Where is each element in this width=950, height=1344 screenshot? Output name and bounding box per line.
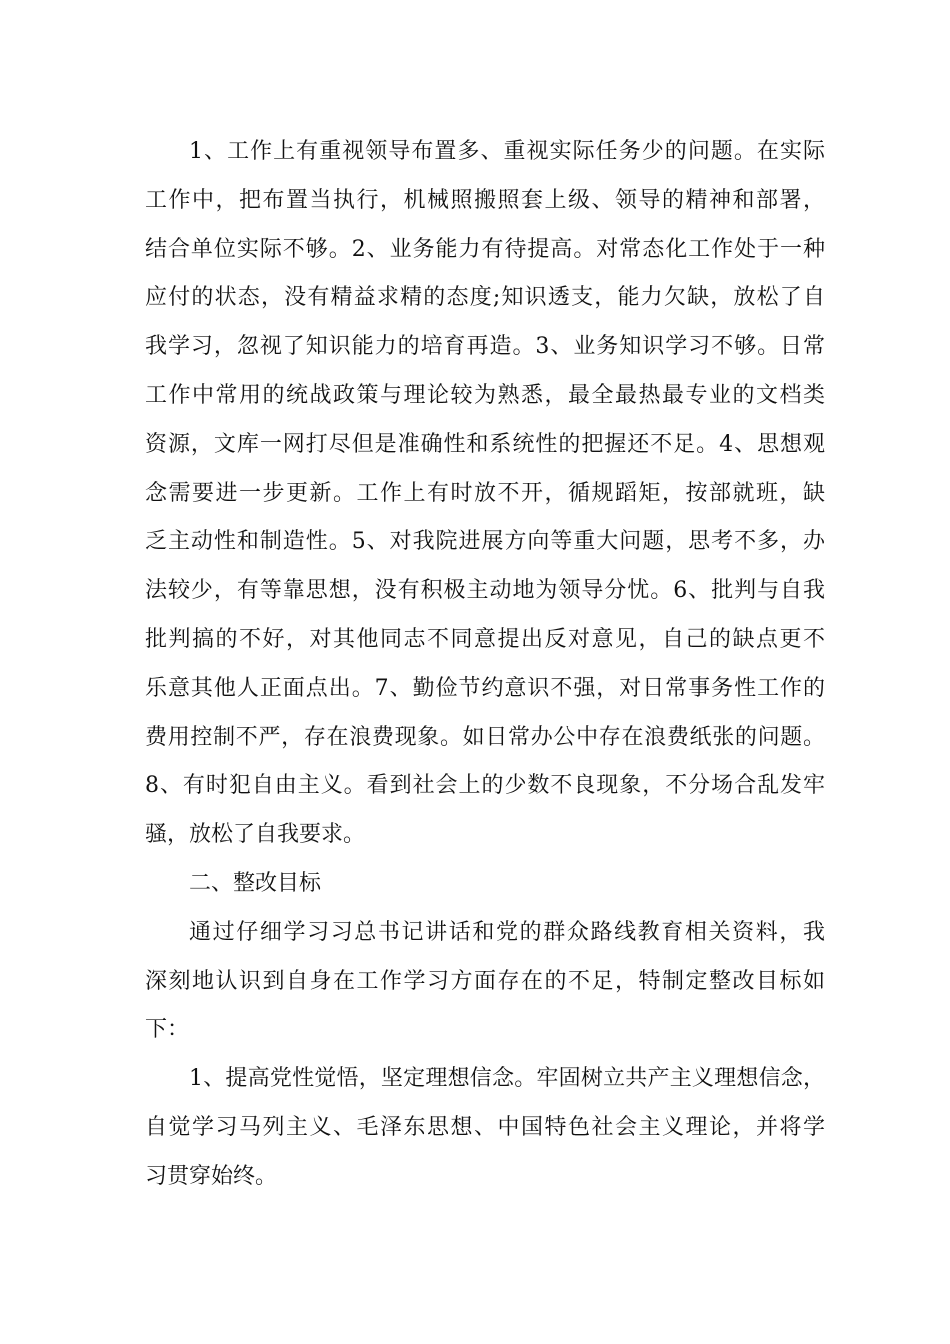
text-line: 应付的状态，没有精益求精的态度;知识透支，能力欠缺，放松了自 — [145, 285, 825, 311]
text-line: 费用控制不严，存在浪费现象。如日常办公中存在浪费纸张的问题。 — [145, 724, 825, 750]
text-line: 乐意其他人正面点出。7、勤俭节约意识不强，对日常事务性工作的 — [145, 675, 825, 701]
text-line: 二、整改目标 — [189, 870, 322, 896]
text-line: 1、提高党性觉悟，坚定理想信念。牢固树立共产主义理想信念， — [189, 1066, 825, 1092]
text-line: 法较少，有等靠思想，没有积极主动地为领导分忧。6、批判与自我 — [145, 578, 825, 604]
text-line: 工作中常用的统战政策与理论较为熟悉，最全最热最专业的文档类 — [145, 382, 825, 408]
text-line: 批判搞的不好，对其他同志不同意提出反对意见，自己的缺点更不 — [145, 626, 825, 652]
text-line: 通过仔细学习习总书记讲话和党的群众路线教育相关资料，我 — [189, 919, 825, 945]
text-line: 8、有时犯自由主义。看到社会上的少数不良现象，不分场合乱发牢 — [145, 773, 825, 799]
text-line: 乏主动性和制造性。5、对我院进展方向等重大问题，思考不多，办 — [145, 529, 825, 555]
text-line: 骚，放松了自我要求。 — [145, 822, 366, 848]
text-line: 习贯穿始终。 — [145, 1163, 278, 1189]
text-line: 下： — [145, 1017, 190, 1043]
document-body — [145, 128, 825, 1202]
text-line: 工作中，把布置当执行，机械照搬照套上级、领导的精神和部署， — [145, 187, 825, 213]
text-line: 自觉学习马列主义、毛泽东思想、中国特色社会主义理论，并将学 — [145, 1114, 825, 1140]
text-line: 结合单位实际不够。2、业务能力有待提高。对常态化工作处于一种 — [145, 236, 825, 262]
text-line: 1、工作上有重视领导布置多、重视实际任务少的问题。在实际 — [189, 139, 825, 164]
text-line: 我学习，忽视了知识能力的培育再造。3、业务知识学习不够。日常 — [145, 334, 825, 360]
text-line: 资源，文库一网打尽但是准确性和系统性的把握还不足。4、思想观 — [145, 431, 825, 457]
text-line: 深刻地认识到自身在工作学习方面存在的不足，特制定整改目标如 — [145, 968, 825, 994]
text-line: 念需要进一步更新。工作上有时放不开，循规蹈矩，按部就班，缺 — [145, 480, 825, 506]
